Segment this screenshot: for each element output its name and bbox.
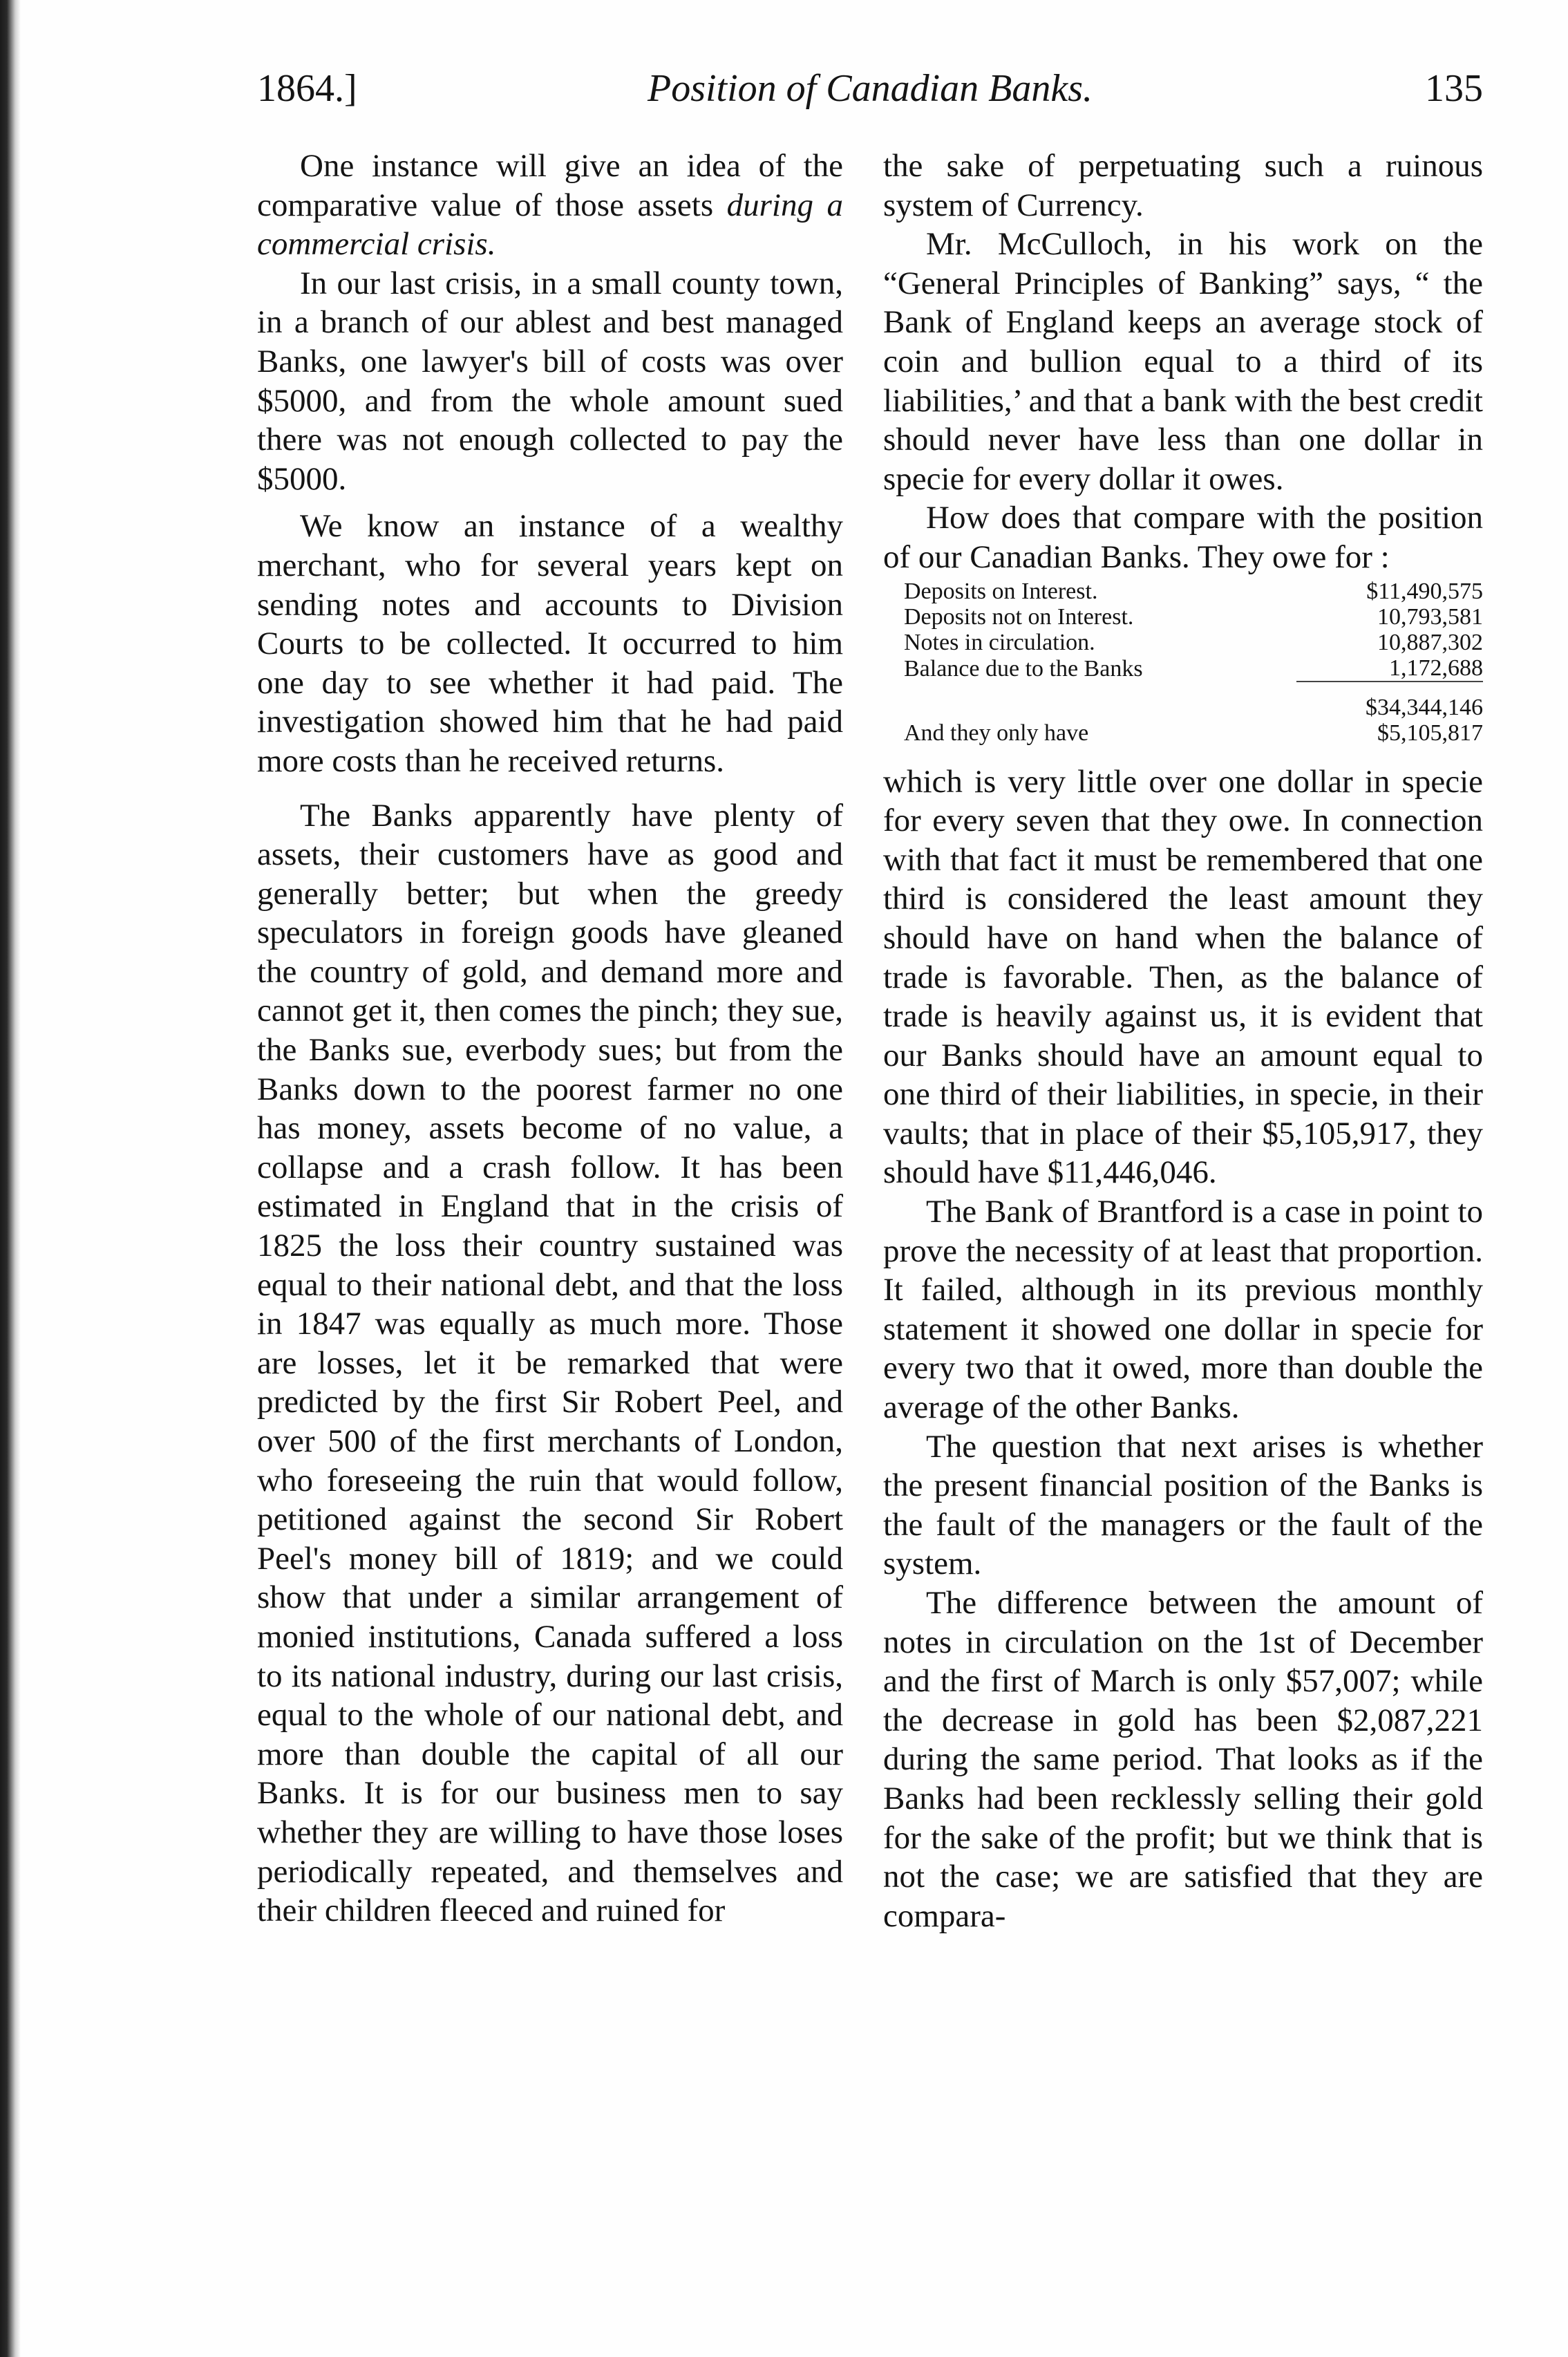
row-amount: $11,490,575 — [1366, 578, 1483, 604]
table-row — [883, 604, 1483, 630]
right-column — [883, 147, 1483, 1935]
left-column — [257, 147, 843, 1931]
row-amount: 10,793,581 — [1377, 603, 1483, 630]
paragraph: In our last crisis, in a small county town, in a branch of our ablest and best managed Banks, one lawyer's bill of costs was over $5000, and from the whole amount sued there was not enough collected to pay the $5000. — [257, 265, 843, 497]
table-row — [883, 579, 1483, 604]
paragraph: The difference between the amount of notes in circulation on the 1st of December and the first of March is only $57,007; while the decrease in gold has been $2,087,221 during the same period. That looks as if the Banks had been recklessly selling their gold for the sake of the profit; but we think that is not the case; we are satisfied that they are compara- — [883, 1585, 1483, 1934]
running-header — [257, 66, 1483, 115]
italic-phrase: during a commercial crisis. — [257, 187, 844, 263]
paragraph-text: One instance will give an idea of the comparative value of those assets — [257, 148, 843, 223]
liabilities-table — [883, 579, 1483, 746]
total-amount: $34,344,146 — [1296, 682, 1483, 720]
header-year: 1864.] — [257, 67, 357, 110]
page-binding-edge — [0, 0, 21, 2357]
row-label: Notes in circulation. — [904, 629, 1095, 655]
paragraph: We know an instance of a wealthy merchant, who for several years kept on sending notes and accounts to Division Courts to be collected. It occurred to him one day to see whether it had paid. The investigation showed him that he had paid more costs than he received returns. — [257, 508, 843, 779]
row-label: Deposits on Interest. — [904, 578, 1098, 604]
paragraph: which is very little over one dollar in specie for every seven that they owe. In connection with that fact it must be remembered that one third is considered the least amount they should have on hand when the balance of trade is favorable. Then, as the balance of trade is heavily against us, it is evident that our Banks should have an amount equal to one third of their liabilities, in specie, in their vaults; that in place of their $5,105,917, they should have $11,446,046. — [883, 763, 1483, 1191]
paragraph — [257, 147, 843, 264]
total-row — [883, 682, 1483, 720]
assets-amount: $5,105,817 — [1377, 720, 1483, 746]
header-title: Position of Canadian Banks. — [648, 67, 1093, 110]
row-label: Deposits not on Interest. — [904, 603, 1134, 630]
table-row — [883, 630, 1483, 655]
paragraph: Mr. McCulloch, in his work on the “General Principles of Banking” says, “ the Bank of England keeps an average stock of coin and bullion equal to a third of its liabilities,’ and that a bank with the best credit should never have less than one dollar in specie for every dollar it owes. — [883, 226, 1483, 497]
table-row — [883, 655, 1483, 682]
assets-row — [883, 720, 1483, 746]
paragraph: The Bank of Brantford is a case in point to prove the necessity of at least that proportion. It failed, although in its previous monthly statement it showed one dollar in specie for every two that it owed, more than double the average of the other Banks. — [883, 1194, 1483, 1426]
paragraph: the sake of perpetuating such a ruinous system of Currency. — [883, 148, 1483, 223]
row-label: Balance due to the Banks — [904, 655, 1143, 682]
page-number: 135 — [1425, 67, 1483, 110]
paragraph: The question that next arises is whether the present financial position of the Banks is the fault of the managers or the fault of the system. — [883, 1428, 1483, 1582]
paragraph: How does that compare with the position of our Canadian Banks. They owe for : — [883, 500, 1483, 575]
row-amount: 10,887,302 — [1377, 629, 1483, 655]
paragraph: The Banks apparently have plenty of assets, their customers have as good and generally better; but when the greedy speculators in foreign goods have gleaned the country of gold, and demand more and cannot get it, then comes the pinch; they sue, the Banks sue, everbody sues; but from the Banks down to the poorest farmer no one has money, assets become of no value, a collapse and a crash follow. It has been estimated in England that in the crisis of 1825 the loss their country sustained was equal to their national debt, and that the loss in 1847 was equally as much more. Those are losses, let it be remarked that were predicted by the first Sir Robert Peel, and over 500 of the first merchants of London, who foreseeing the ruin that would follow, petitioned against the second Sir Robert Peel's money bill of 1819; and we could show that under a similar arrangement of monied institutions, Canada suffered a loss to its national industry, during our last crisis, equal to the whole of our national debt, and more than double the capital of all our Banks. It is for our business men to say whether they are willing to have those loses periodically repeated, and themselves and their children fleeced and ruined for — [257, 797, 843, 1929]
assets-label: And they only have — [904, 720, 1089, 746]
row-amount: 1,172,688 — [1389, 655, 1483, 681]
